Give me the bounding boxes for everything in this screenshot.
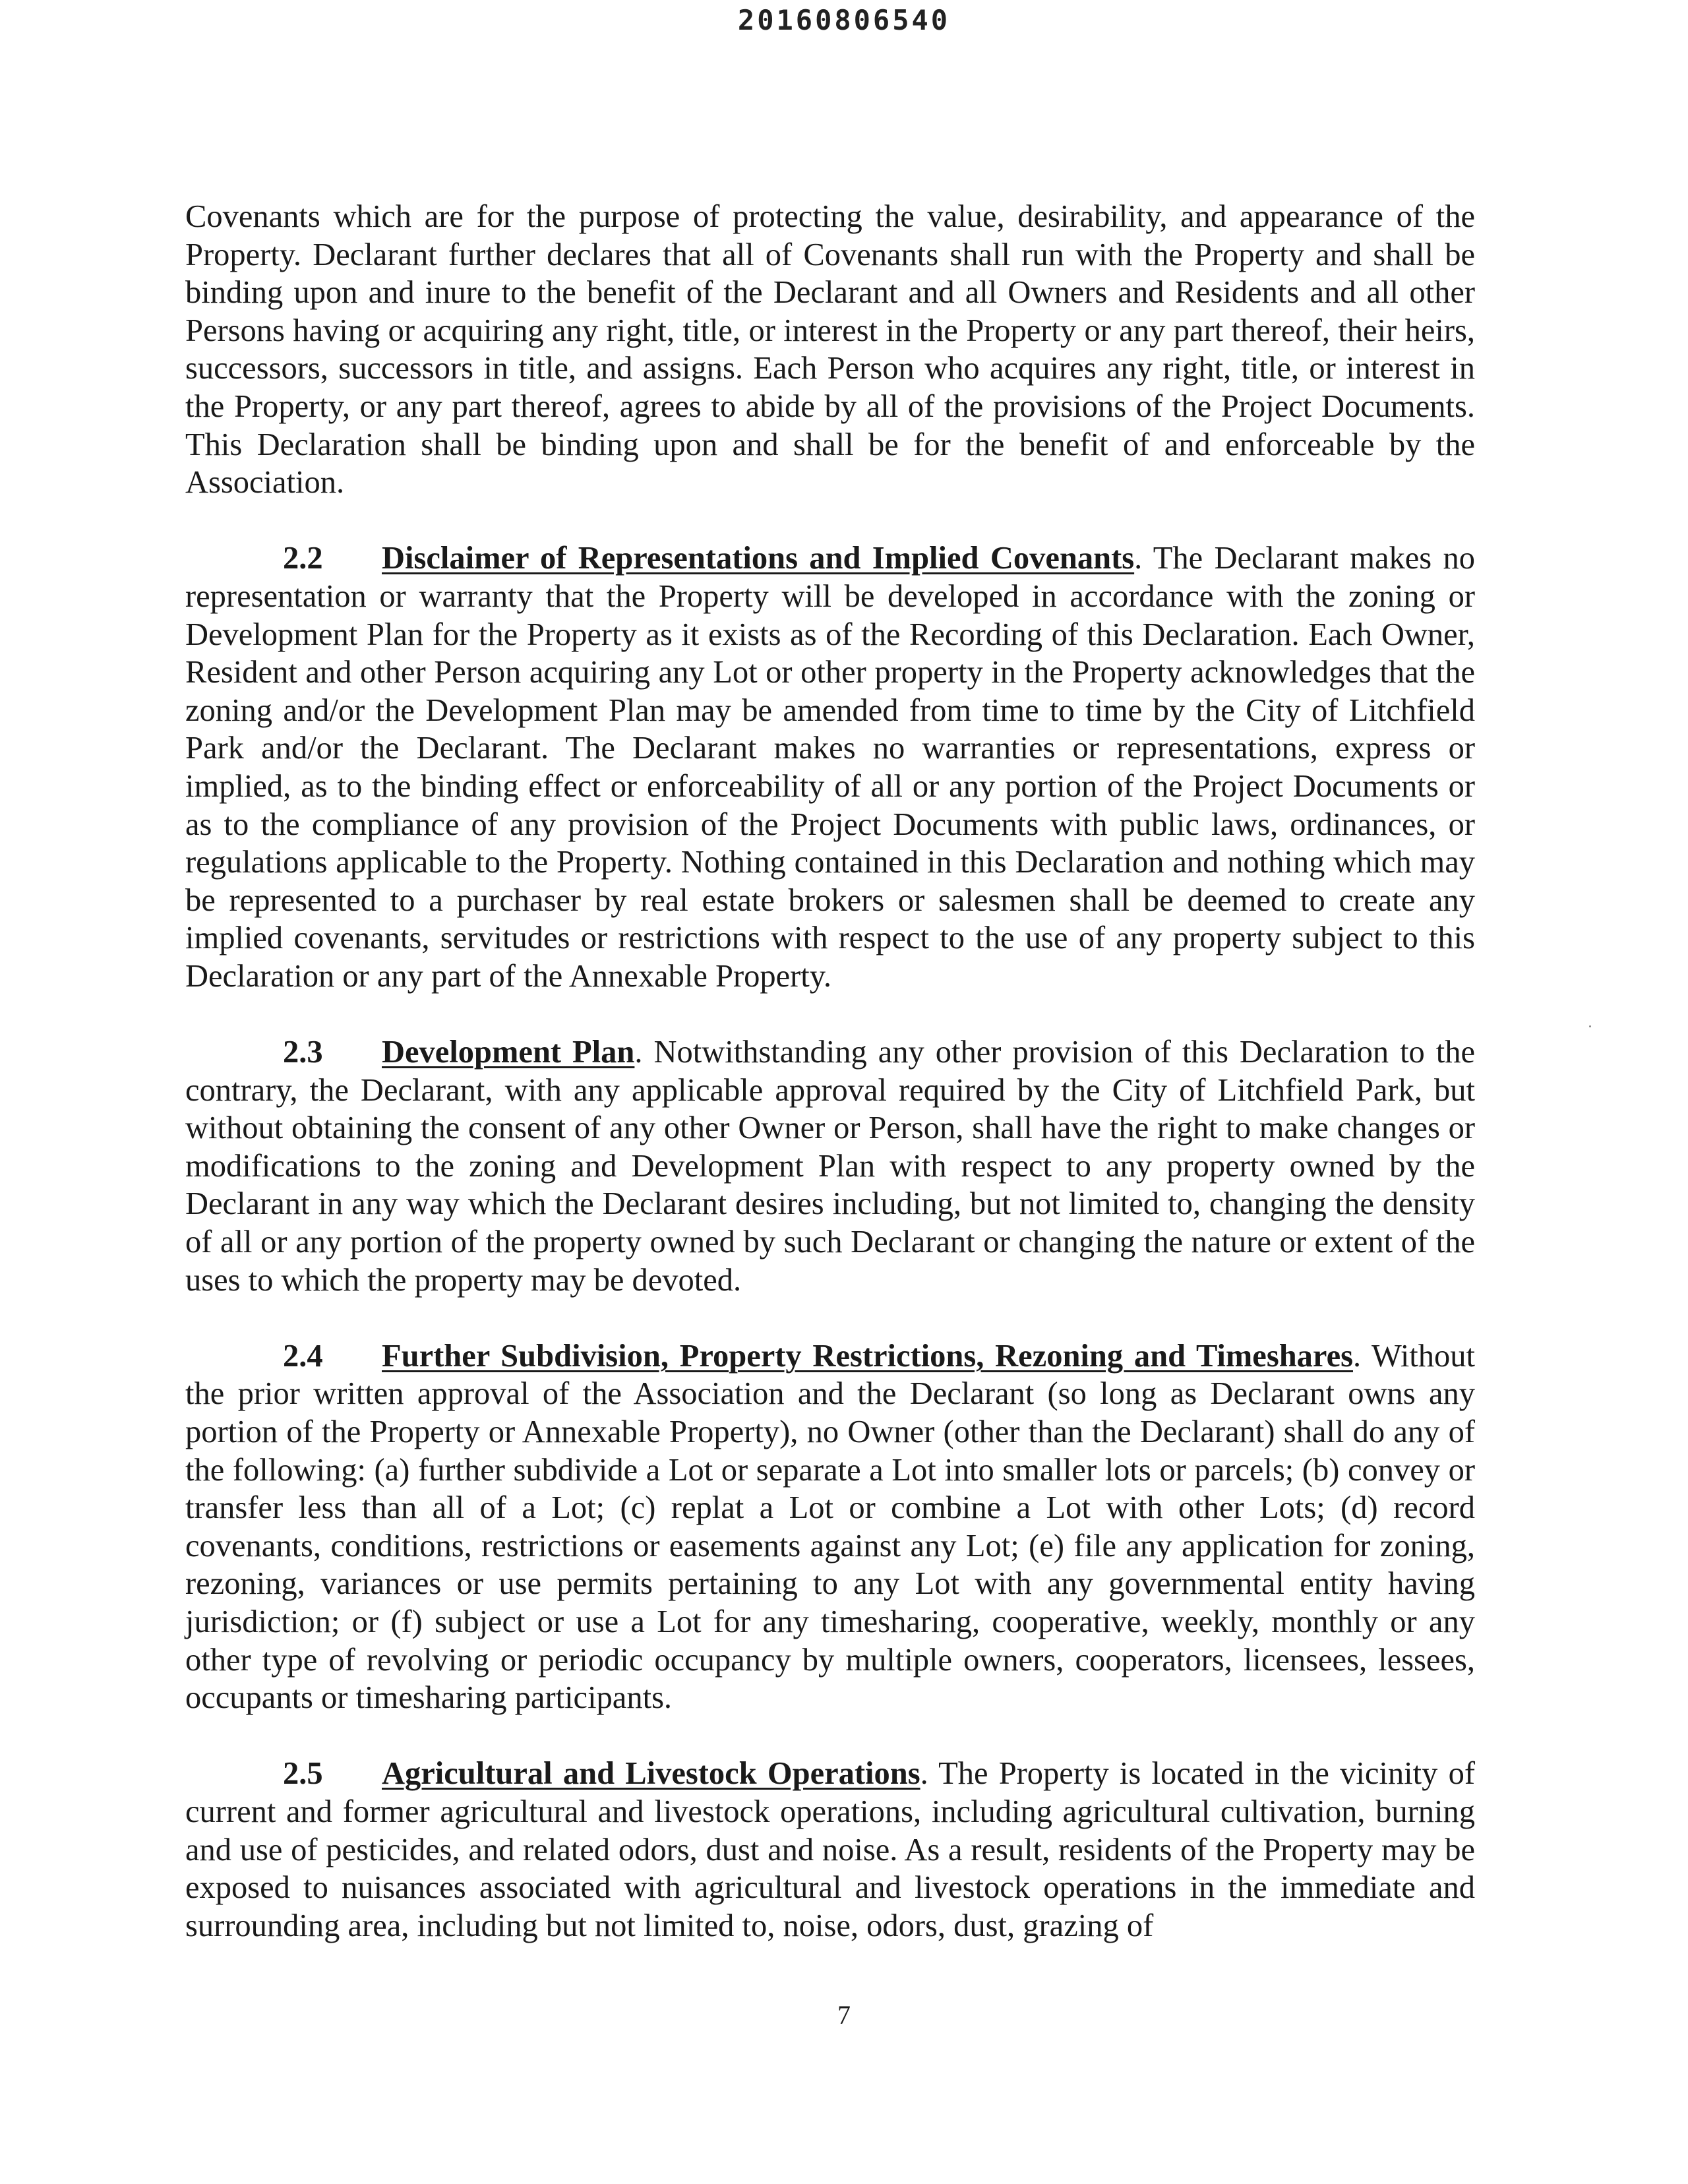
section-number: 2.5 [283,1756,323,1792]
section-2-2 [185,539,1475,995]
section-number: 2.2 [283,541,323,576]
section-title: Development Plan [382,1035,635,1070]
section-body: The Declarant makes no representation or warranty that the Property will be developed in accordance with the zoning or Development Plan for the Property as it exists as of the Recording of this Declaration. Each Owner, Resident and other Person acquiring any Lot or other property in the Property acknowledges that the zoning and/or the Development Plan may be amended from time to time by the City of Litchfield Park and/or the Declarant. The Declarant makes no warranties or representations, express or implied, as to the binding effect or enforceability of all or any portion of the Project Documents or as to the compliance of any provision of the Project Documents with public laws, ordinances, or regulations applicable to the Property. Nothing contained in this Declaration and nothing which may be represented to a purchaser by real estate brokers or salesmen shall be deemed to create any implied covenants, servitudes or restrictions with respect to the use of any property subject to this Declaration or any part of the Annexable Property. [185,541,1475,994]
section-title-punctuation: . [920,1756,928,1792]
page-number: 7 [837,2000,851,2030]
section-title-punctuation: . [1352,1338,1362,1374]
section-title: Agricultural and Livestock Operations [382,1756,920,1792]
section-2-5 [185,1755,1475,1945]
section-body: Notwithstanding any other provision of this Declaration to the contrary, the Declarant, with any applicable approval required by the City of Litchfield Park, but without obtaining the consent of any other Owner or Person, shall have the right to make changes or modifications to the zoning and Development Plan with respect to any property owned by the Declarant in any way which the Declarant desires including, but not limited to, changing the density of all or any portion of the property owned by such Declarant or changing the nature or extent of the uses to which the property may be devoted. [185,1035,1476,1298]
document-number: 20160806540 [737,4,951,36]
section-title-punctuation: . [634,1035,643,1070]
section-title: Disclaimer of Representations and Implied Covenants [382,541,1135,576]
section-2-4 [185,1337,1475,1717]
intro-paragraph: Covenants which are for the purpose of protecting the value, desirability, and appearance of the Property. Declarant further declares that all of Covenants shall run with the Property and shall be binding upon and inure to the benefit of the Declarant and all Owners and Residents and all other Persons having or acquiring any right, title, or interest in the Property or any part thereof, their heirs, successors, successors in title, and assigns. Each Person who acquires any right, title, or interest in the Property, or any part thereof, agrees to abide by all of the provisions of the Project Documents. This Declaration shall be binding upon and shall be for the benefit of and enforceable by the Association. [185,199,1475,501]
section-body: Without the prior written approval of the Association and the Declarant (so long as Declarant owns any portion of the Property or Annexable Property), no Owner (other than the Declarant) shall do any of the following: (a) further subdivide a Lot or separate a Lot into smaller lots or parcels; (b) convey or transfer less than all of a Lot; (c) replat a Lot or combine a Lot with other Lots; (d) record covenants, conditions, restrictions or easements against any Lot; (e) file any application for zoning, rezoning, variances or use permits pertaining to any Lot with any governmental entity having jurisdiction; or (f) subject or use a Lot for any timesharing, cooperative, weekly, monthly or any other type of revolving or periodic occupancy by multiple owners, cooperators, licensees, lessees, occupants or timesharing participants. [185,1338,1475,1716]
document-body [185,198,1475,1983]
section-title-punctuation: . [1134,541,1143,576]
scan-speck [1589,1025,1591,1027]
section-number: 2.4 [283,1338,323,1374]
section-body: The Property is located in the vicinity of current and former agricultural and livestock operations, including agricultural cultivation, burning and use of pesticides, and related odors, dust and noise. As a result, residents of the Property may be exposed to nuisances associated with agricultural and livestock operations in the immediate and surrounding area, including but not limited to, noise, odors, dust, grazing of [185,1756,1475,1943]
section-2-3 [185,1033,1475,1299]
section-number: 2.3 [283,1035,323,1070]
section-title: Further Subdivision, Property Restrictions, Rezoning and Timeshares [382,1338,1353,1374]
